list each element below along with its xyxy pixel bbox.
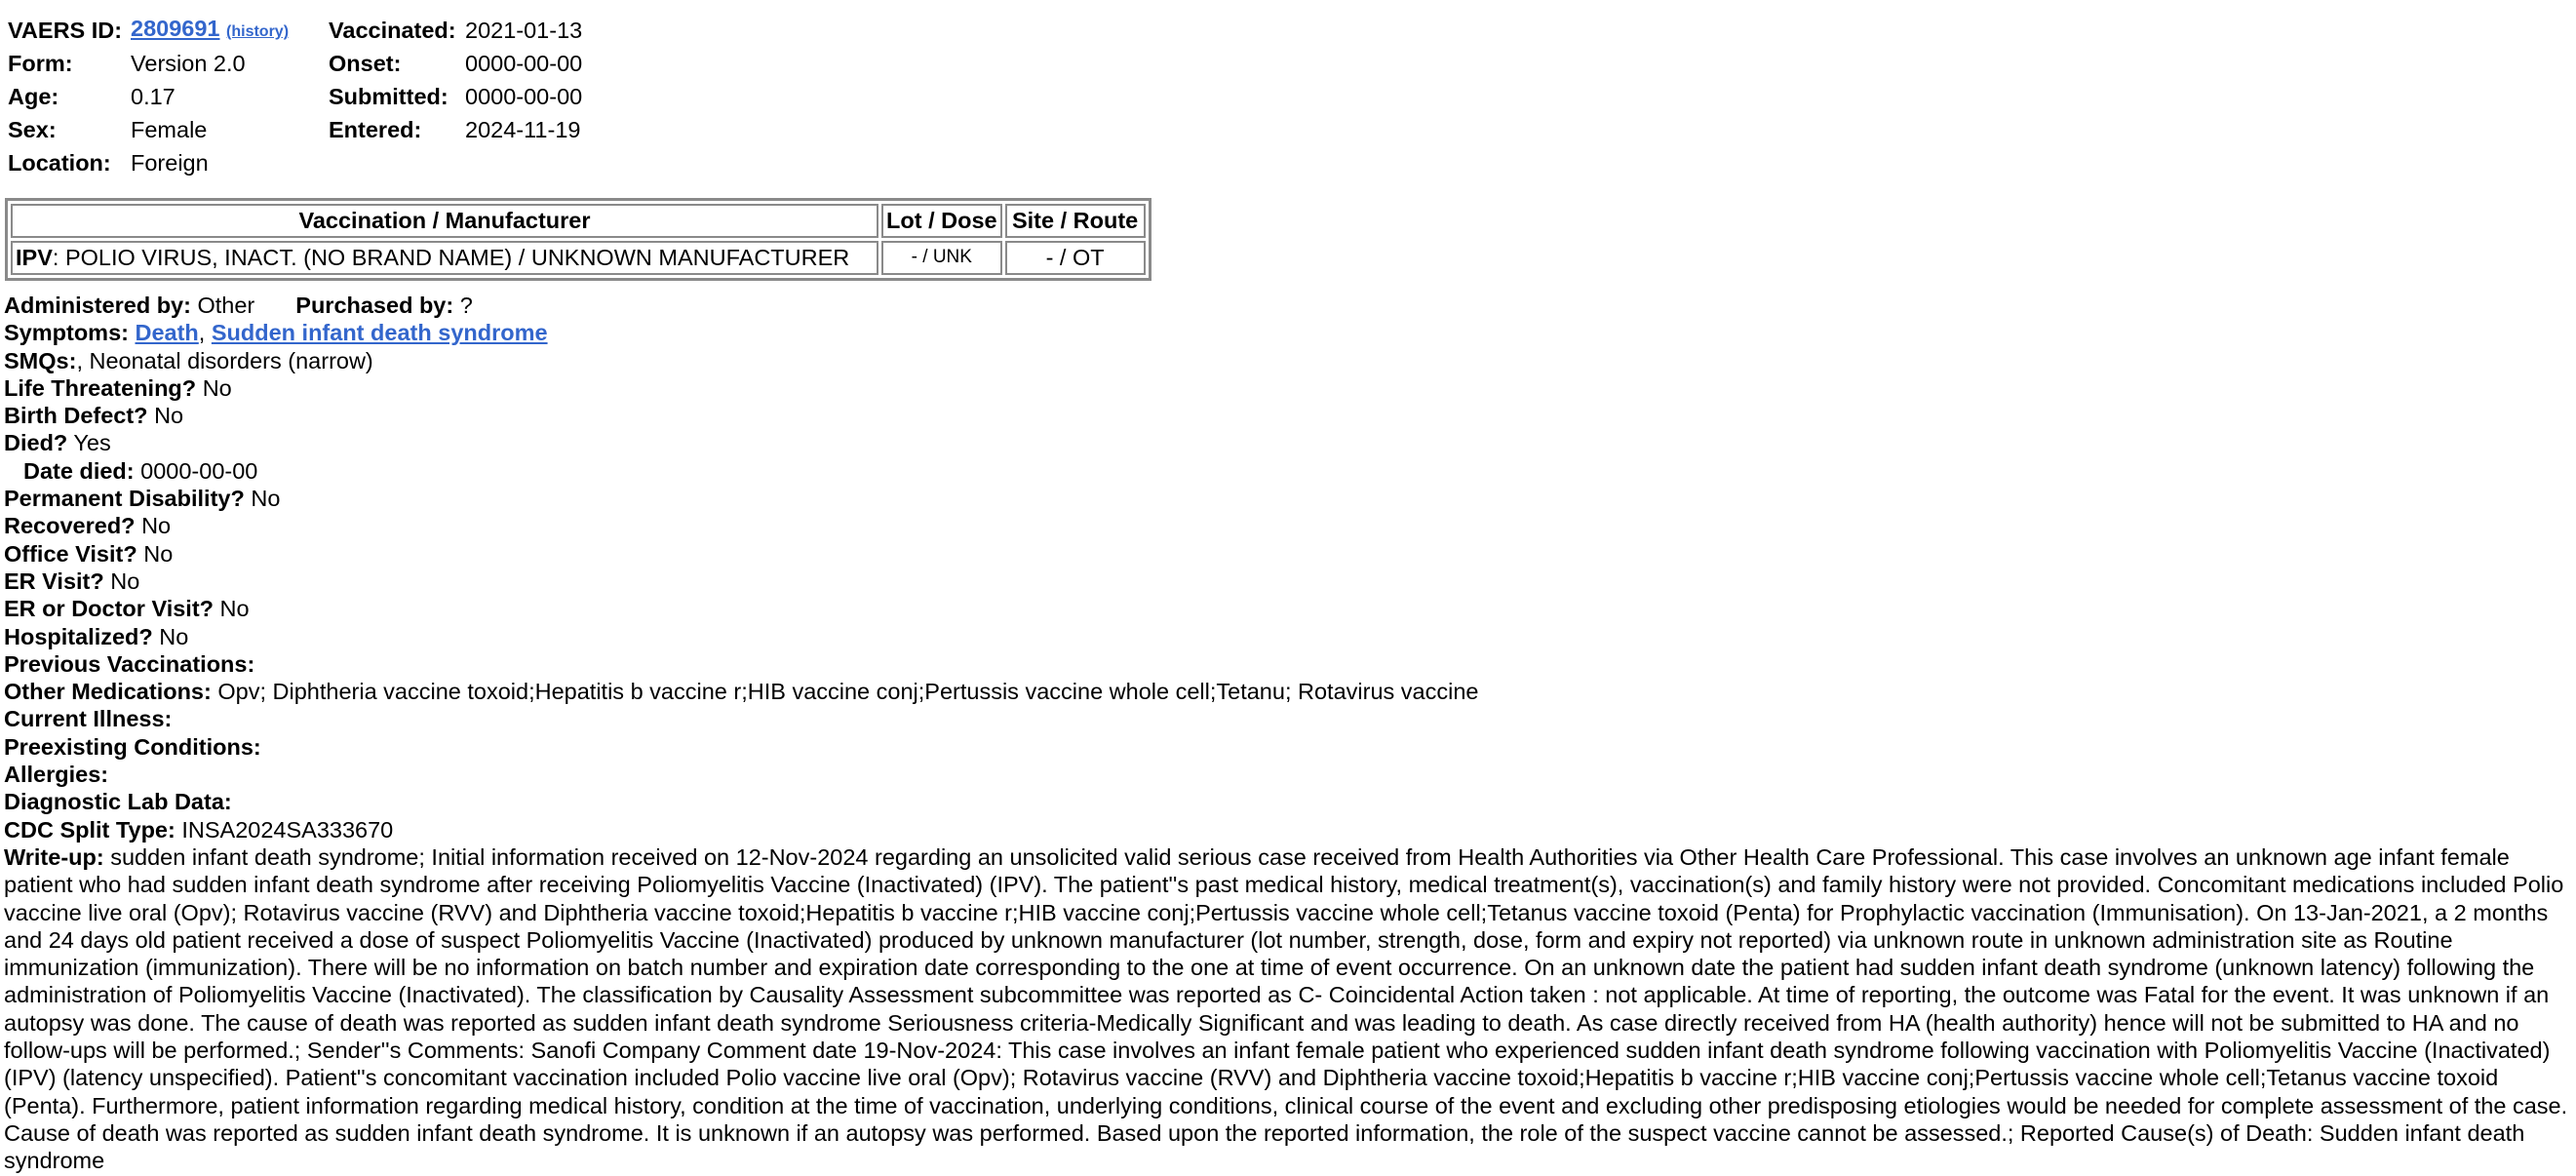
age-value: 0.17: [131, 83, 176, 109]
purchased-label: Purchased by:: [295, 293, 454, 318]
other-medications-value: Opv; Diphtheria vaccine toxoid;Hepatitis b vaccine r;HIB vaccine conj;Pertussis vaccine whole cell;Tetanu; Rotavirus vaccine: [217, 679, 1479, 705]
diagnostic-lab-data-line: [4, 788, 2572, 815]
date-died-value: 0000-00-00: [140, 457, 258, 484]
permanent-disability-label: Permanent Disability?: [4, 486, 245, 512]
diagnostic-lab-data-label: Diagnostic Lab Data:: [4, 789, 232, 815]
office-visit-label: Office Visit?: [4, 540, 137, 567]
vaccination-table: [5, 198, 1151, 281]
hospitalized-label: Hospitalized?: [4, 623, 153, 649]
er-visit-value: No: [110, 568, 140, 594]
symptoms-line: [4, 319, 2572, 346]
office-visit-line: [4, 540, 2572, 568]
er-doctor-visit-label: ER or Doctor Visit?: [4, 596, 215, 622]
life-threatening-label: Life Threatening?: [4, 374, 197, 401]
submitted-value: 0000-00-00: [465, 83, 583, 109]
er-visit-label: ER Visit?: [4, 568, 104, 594]
sex-label: Sex:: [8, 116, 57, 142]
permanent-disability-line: [4, 485, 2572, 512]
report-details: [4, 292, 2572, 1175]
allergies-line: [4, 761, 2572, 788]
died-label: Died?: [4, 430, 68, 456]
cdc-split-type-line: [4, 816, 2572, 843]
recovered-label: Recovered?: [4, 513, 136, 539]
life-threatening-value: No: [202, 374, 232, 401]
other-medications-label: Other Medications:: [4, 679, 212, 705]
symptom-link-death[interactable]: Death: [135, 320, 199, 346]
date-died-label: Date died:: [23, 457, 135, 484]
smqs-line: [4, 347, 2572, 374]
smqs-value: , Neonatal disorders (narrow): [76, 347, 373, 373]
vaccine-description: : POLIO VIRUS, INACT. (NO BRAND NAME) / UNKNOWN MANUFACTURER: [52, 245, 850, 271]
vaccinated-label: Vaccinated:: [329, 17, 456, 43]
vaccination-table-header-row: [11, 204, 1146, 238]
writeup-label: Write-up:: [4, 843, 104, 870]
cdc-split-type-label: CDC Split Type:: [4, 816, 176, 843]
administered-value: Other: [197, 293, 255, 318]
onset-label: Onset:: [329, 50, 402, 76]
entered-value: 2024-11-19: [465, 116, 581, 142]
writeup-text: sudden infant death syndrome; Initial information received on 12-Nov-2024 regarding an unsolicited valid serious case received from Health Authorities via Other Health Care Professional. This case involves an unknown age infant female patient who had sudden infant death syndrome after receiving Poliomyelitis Vaccine (Inactivated) (IPV). The patient''s past medical history, medical treatment(s), vaccination(s) and family history were not provided. Concomitant medications included Polio vaccine live oral (Opv); Rotavirus vaccine (RVV) and Diphtheria vaccine toxoid;Hepatitis b vaccine r;HIB vaccine conj;Pertussis vaccine whole cell;Tetanus vaccine toxoid (Penta) for Prophylactic vaccination (Immunisation). On 13-Jan-2021, a 2 months and 24 days old patient received a dose of suspect Poliomyelitis Vaccine (Inactivated) produced by unknown manufacturer (lot number, strength, dose, form and expiry not reported) via unknown route in unknown administration site as Routine immunization (immunization). There will be no information on batch number and expiration date corresponding to the one at time of event occurrence. On an unknown date the patient had sudden infant death syndrome (unknown latency) following the administration of Poliomyelitis Vaccine (Inactivated). The classification by Causality Assessment subcommittee was reported as C- Coincidental Action taken : not applicable. At time of reporting, the outcome was Fatal for the event. It was unknown if an autopsy was done. The cause of death was reported as sudden infant death syndrome Seriousness criteria-Medically Significant and was leading to death. As case directly received from HA (health authority) hence will not be submitted to HA and no follow-ups will be performed.; Sender''s Comments: Sanofi Company Comment date 19-Nov-2024: This case involves an infant female patient who experienced sudden infant death syndrome following vaccination with Poliomyelitis Vaccine (Inactivated) (IPV) (latency unspecified). Patient''s concomitant vaccination included Polio vaccine live oral (Opv); Rotavirus vaccine (RVV) and Diphtheria vaccine toxoid;Hepatitis b vaccine r;HIB vaccine conj;Pertussis vaccine whole cell;Tetanus vaccine toxoid (Penta). Furthermore, patient information regarding medical history, condition at the time of vaccination, underlying conditions, clinical course of the event and excluding other predisposing etiologies would be needed for complete assessment of the case. Cause of death was reported as sudden infant death syndrome. It is unknown if an autopsy was performed. Based upon the reported information, the role of the suspect vaccine cannot be assessed.; Reported Cause(s) of Death: Sudden infant death syndrome: [4, 843, 2568, 1174]
col-header-vaccination: Vaccination / Manufacturer: [11, 204, 878, 238]
entered-label: Entered:: [329, 116, 422, 142]
birth-defect-line: [4, 402, 2572, 429]
preexisting-conditions-line: [4, 733, 2572, 761]
recovered-value: No: [141, 513, 172, 539]
report-header-info: [8, 14, 602, 179]
office-visit-value: No: [143, 540, 174, 567]
site-route-cell: - / OT: [1005, 241, 1146, 275]
preexisting-conditions-label: Preexisting Conditions:: [4, 733, 261, 760]
col-header-lot-dose: Lot / Dose: [881, 204, 1002, 238]
col-header-site-route: Site / Route: [1005, 204, 1146, 238]
hospitalized-line: [4, 623, 2572, 650]
other-medications-line: [4, 678, 2572, 705]
er-visit-line: [4, 568, 2572, 595]
symptoms-separator: ,: [198, 320, 206, 346]
er-doctor-visit-value: No: [219, 596, 250, 622]
life-threatening-line: [4, 374, 2572, 402]
writeup-paragraph: [4, 843, 2572, 1175]
symptoms-label: Symptoms:: [4, 320, 129, 346]
form-value: Version 2.0: [131, 50, 246, 76]
previous-vaccinations-label: Previous Vaccinations:: [4, 650, 255, 677]
location-label: Location:: [8, 149, 111, 176]
vaccinated-value: 2021-01-13: [465, 17, 583, 43]
current-illness-label: Current Illness:: [4, 706, 173, 732]
table-row: [11, 241, 1146, 275]
vaers-id-label: VAERS ID:: [8, 17, 123, 43]
hospitalized-value: No: [159, 623, 189, 649]
administered-label: Administered by:: [4, 293, 191, 318]
form-label: Form:: [8, 50, 73, 76]
vaccine-code: IPV: [16, 245, 53, 271]
birth-defect-value: No: [154, 403, 184, 429]
sex-value: Female: [131, 116, 208, 142]
vaers-id-link[interactable]: 2809691: [131, 15, 220, 41]
age-label: Age:: [8, 83, 59, 109]
symptom-link-sids[interactable]: Sudden infant death syndrome: [211, 320, 548, 346]
date-died-line: [4, 457, 2572, 485]
history-link[interactable]: (history): [226, 22, 290, 40]
submitted-label: Submitted:: [329, 83, 449, 109]
vaers-id-cell: [131, 14, 329, 47]
current-illness-line: [4, 705, 2572, 732]
cdc-split-type-value: INSA2024SA333670: [181, 816, 394, 843]
onset-value: 0000-00-00: [465, 50, 583, 76]
er-doctor-visit-line: [4, 595, 2572, 622]
permanent-disability-value: No: [251, 486, 281, 512]
previous-vaccinations-line: [4, 650, 2572, 678]
vaccine-name-cell: [11, 241, 878, 275]
administered-purchased-line: [4, 292, 2572, 319]
recovered-line: [4, 512, 2572, 539]
location-value: Foreign: [131, 149, 209, 176]
smqs-label: SMQs:: [4, 347, 77, 373]
died-value: Yes: [73, 430, 111, 456]
lot-dose-cell: - / UNK: [881, 241, 1002, 275]
purchased-value: ?: [459, 293, 473, 318]
died-line: [4, 429, 2572, 456]
birth-defect-label: Birth Defect?: [4, 403, 148, 429]
allergies-label: Allergies:: [4, 762, 109, 788]
